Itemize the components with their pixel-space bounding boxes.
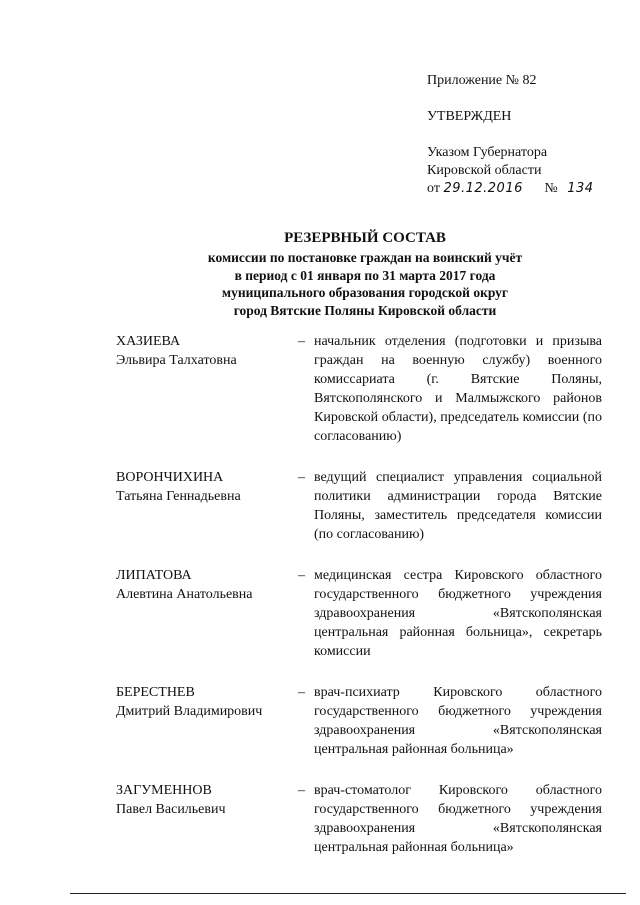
document-title (90, 229, 640, 319)
member-surname: ЛИПАТОВА (116, 568, 192, 583)
decree-line-2: Кировской области (427, 163, 542, 178)
member-given-names: Павел Васильевич (116, 802, 226, 817)
member-row (116, 332, 602, 446)
dash-separator: – (298, 568, 305, 583)
member-given-names: Татьяна Геннадьевна (116, 489, 241, 504)
member-role: врач-психиатр Кировского областного государственного бюджетного учреждения здравоохранения «Вятскополянская центральная районная больница» (314, 685, 602, 757)
appendix-number: Приложение № 82 (427, 73, 537, 88)
approved-label: УТВЕРЖДЕН (427, 109, 512, 124)
member-surname: ЗАГУМЕННОВ (116, 783, 212, 798)
title-line-3: муниципального образования городской округ (221, 285, 509, 300)
title-line-2: в период с 01 января по 31 марта 2017 года (234, 267, 496, 283)
member-name (116, 683, 298, 759)
member-role: медицинская сестра Кировского областного государственного бюджетного учреждения здравоохранения «Вятскополянская центральная районная больница», секретарь комиссии (314, 568, 602, 659)
member-name (116, 566, 298, 661)
decree-date: 29.12.2016 (443, 181, 523, 196)
dash-separator: – (298, 470, 305, 485)
dash-separator: – (298, 783, 305, 798)
number-label: № (544, 181, 558, 196)
title-main: РЕЗЕРВНЫЙ СОСТАВ (284, 230, 446, 246)
member-name (116, 332, 298, 446)
decree-date-line (427, 180, 627, 198)
decree-line-1: Указом Губернатора (427, 145, 548, 160)
title-line-1: комиссии по постановке граждан на воинский учёт (207, 250, 523, 265)
decree-number: 134 (567, 181, 594, 196)
members-list (116, 332, 602, 879)
member-given-names: Алевтина Анатольевна (116, 587, 253, 602)
member-row (116, 566, 602, 661)
member-role: ведущий специалист управления социальной политики администрации города Вятские Поляны, заместитель председателя комиссии (по согласованию) (314, 470, 602, 542)
from-label: от (427, 181, 440, 196)
member-surname: ВОРОНЧИХИНА (116, 470, 224, 485)
dash-separator: – (298, 685, 305, 700)
approval-block (427, 72, 627, 198)
member-role: начальник отделения (подготовки и призыва граждан на военную службу) военного комиссариата (г. Вятские Поляны, Вятскополянского и Малмыжского районов Кировской области), председатель комиссии (по согласованию) (314, 334, 602, 444)
title-line-4: город Вятские Поляны Кировской области (233, 302, 497, 318)
dash-separator: – (298, 334, 305, 349)
member-name (116, 468, 298, 544)
member-role: врач-стоматолог Кировского областного государственного бюджетного учреждения здравоохранения «Вятскополянская центральная районная больница» (314, 783, 602, 855)
member-surname: БЕРЕСТНЕВ (116, 685, 195, 700)
member-surname: ХАЗИЕВА (116, 334, 181, 349)
page-bottom-rule (70, 893, 626, 894)
member-name (116, 781, 298, 857)
member-row (116, 683, 602, 759)
member-row (116, 781, 602, 857)
member-given-names: Эльвира Талхатовна (116, 353, 237, 368)
member-given-names: Дмитрий Владимирович (116, 704, 263, 719)
member-row (116, 468, 602, 544)
